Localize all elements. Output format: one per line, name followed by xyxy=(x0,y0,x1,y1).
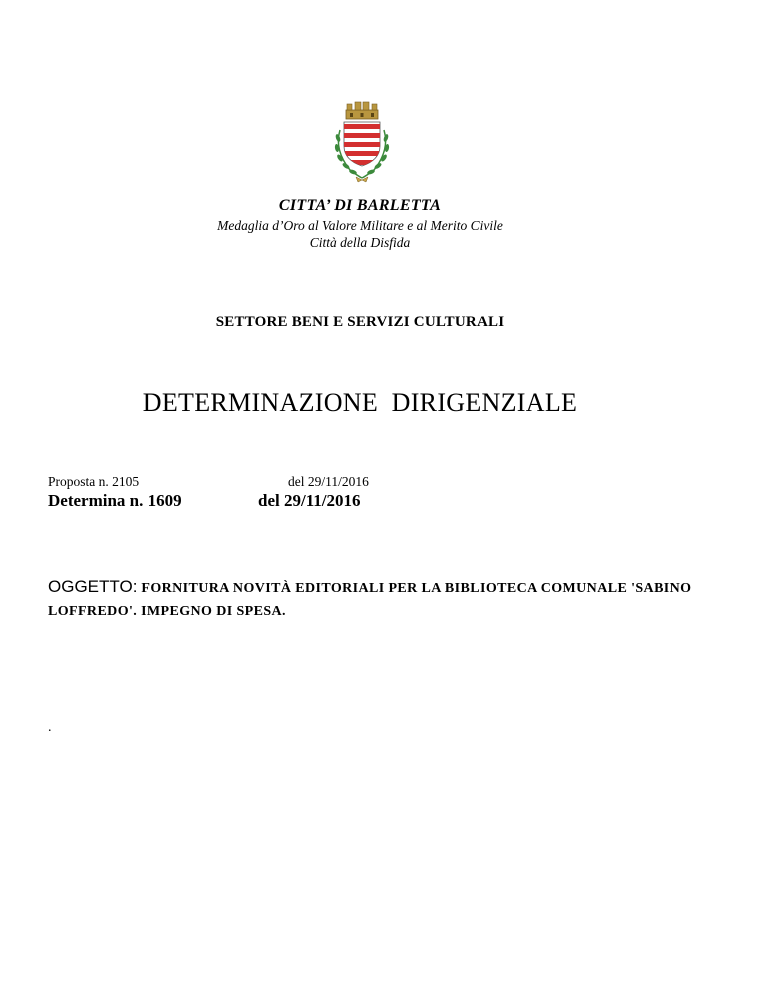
determina-date: del 29/11/2016 xyxy=(258,491,361,510)
subject-block xyxy=(48,576,728,623)
determina-number: Determina n. 1609 xyxy=(48,491,182,510)
document-type-title: DETERMINAZIONE DIRIGENZIALE xyxy=(142,388,578,417)
footer-mark: . xyxy=(48,720,52,735)
city-coat-of-arms-icon xyxy=(330,100,394,184)
subject-text: FORNITURA NOVITÀ EDITORIALI PER LA BIBLIOTECA COMUNALE 'SABINO LOFFREDO'. IMPEGNO DI SPESA. xyxy=(48,581,692,619)
city-honor-subtitle: Medaglia d’Oro al Valore Militare e al Merito Civile xyxy=(217,218,503,233)
city-name: CITTA’ DI BARLETTA xyxy=(278,197,442,214)
city-motto-subtitle: Città della Disfida xyxy=(309,235,411,250)
sector-heading: SETTORE BENI E SERVIZI CULTURALI xyxy=(215,314,505,330)
subject-label: OGGETTO: xyxy=(48,577,138,596)
proposal-date: del 29/11/2016 xyxy=(288,474,369,489)
proposal-number: Proposta n. 2105 xyxy=(48,474,140,489)
